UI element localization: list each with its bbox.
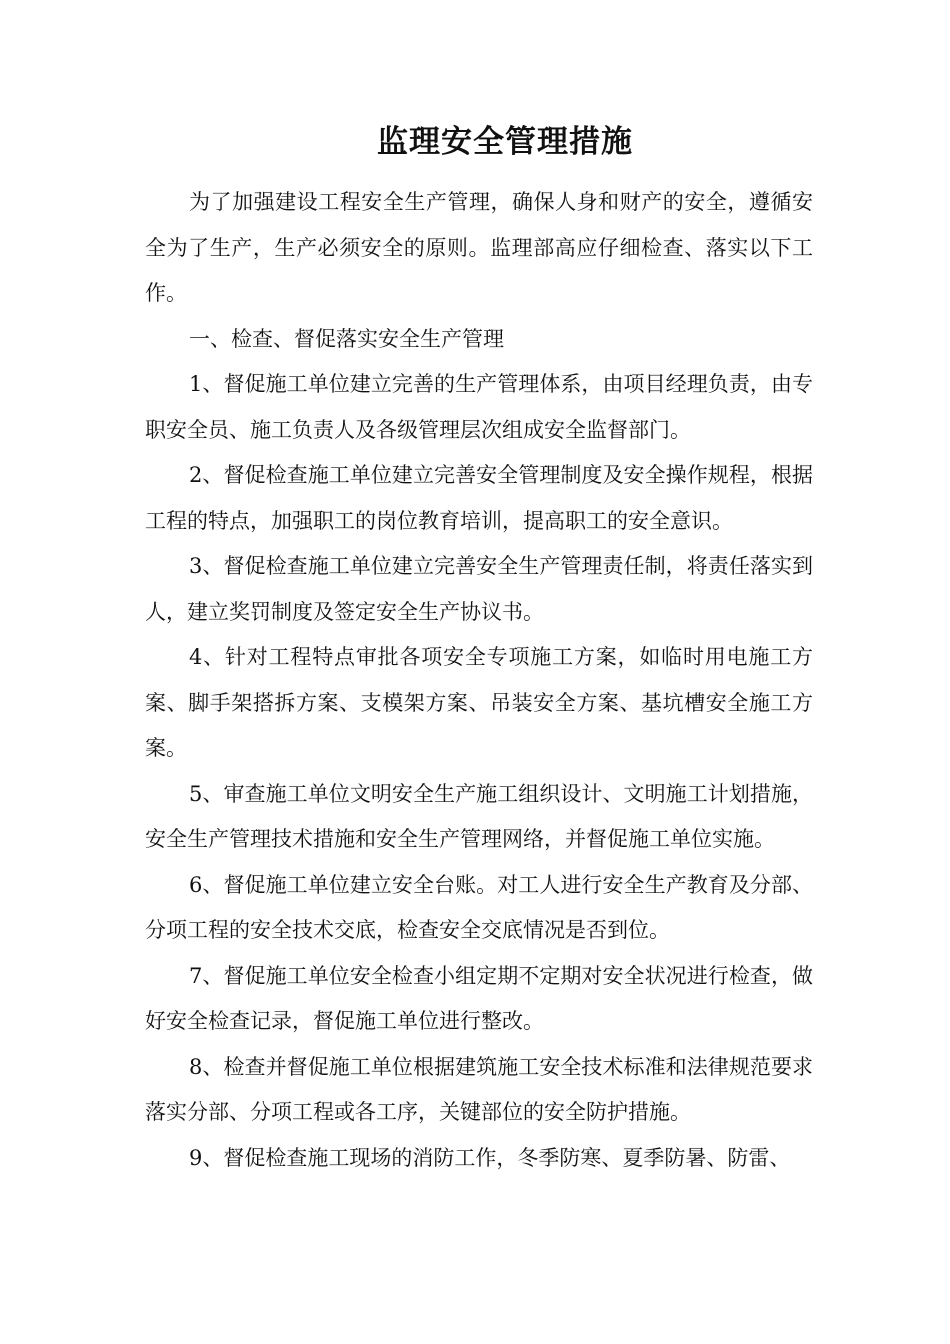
paragraph-intro: 为了加强建设工程安全生产管理，确保人身和财产的安全，遵循安全为了生产，生产必须安全的原则。监理部高应仔细检查、落实以下工作。 [145,190,813,305]
paragraph-item-5: 5、审查施工单位文明安全生产施工组织设计、文明施工计划措施，安全生产管理技术措施和安全生产管理网络，并督促施工单位实施。 [145,781,813,851]
paragraph-item-8: 8、检查并督促施工单位根据建筑施工安全技术标准和法律规范要求落实分部、分项工程或各工序，关键部位的安全防护措施。 [145,1054,813,1124]
paragraph-item-9: 9、督促检查施工现场的消防工作，冬季防寒、夏季防暑、防雷、 [189,1145,791,1170]
paragraph-item-7: 7、督促施工单位安全检查小组定期不定期对安全状况进行检查，做好安全检查记录，督促施工单位进行整改。 [145,963,813,1033]
paragraph-item-2: 2、督促检查施工单位建立完善安全管理制度及安全操作规程，根据工程的特点，加强职工的岗位教育培训，提高职工的安全意识。 [145,463,813,533]
paragraph-item-3: 3、督促检查施工单位建立完善安全生产管理责任制，将责任落实到人，建立奖罚制度及签定安全生产协议书。 [145,554,813,624]
paragraph-item-1: 1、督促施工单位建立完善的生产管理体系，由项目经理负责，由专职安全员、施工负责人及各级管理层次组成安全监督部门。 [145,372,813,442]
document-title: 监理安全管理措施 [377,124,633,160]
paragraph-item-6: 6、督促施工单位建立安全台账。对工人进行安全生产教育及分部、分项工程的安全技术交底，检查安全交底情况是否到位。 [145,872,813,942]
document-body [145,180,813,1181]
paragraph-item-4: 4、针对工程特点审批各项安全专项施工方案，如临时用电施工方案、脚手架搭拆方案、支模架方案、吊装安全方案、基坑槽安全施工方案。 [145,645,813,760]
section-heading-1: 一、检查、督促落实安全生产管理 [189,326,504,351]
